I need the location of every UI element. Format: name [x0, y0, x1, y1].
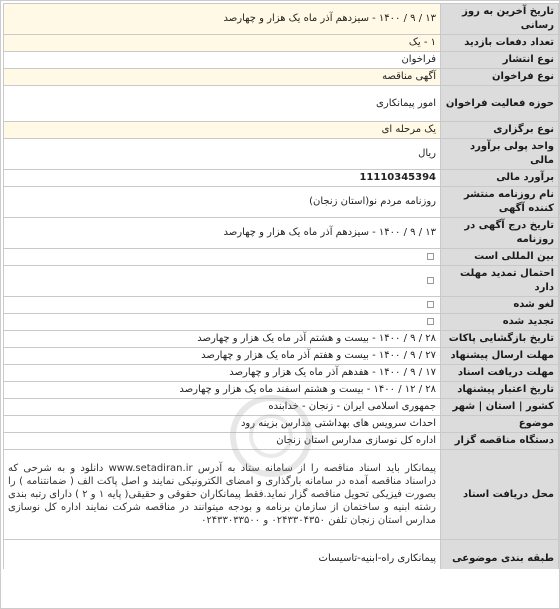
row-value — [4, 297, 441, 314]
row-value — [4, 52, 441, 69]
checkbox-icon — [427, 277, 434, 284]
table-row — [4, 314, 559, 331]
row-value-text: ۱۷ / ۹ / ۱۴۰۰ - هفدهم آذر ماه یک هزار و چهارصد — [229, 367, 436, 378]
table-row — [4, 266, 559, 297]
row-label: تجدید شده — [441, 314, 559, 331]
row-label: تاریخ اعتبار پیشنهاد — [441, 382, 559, 399]
table-row — [4, 433, 559, 450]
table-row — [4, 187, 559, 218]
row-value-text: احداث سرویس های بهداشتی مدارس بزینه رود — [240, 418, 436, 429]
row-value — [4, 86, 441, 122]
row-label: تاریخ درج آگهی در روزنامه — [441, 218, 559, 249]
row-label: تاریخ بازگشایی پاکات — [441, 331, 559, 348]
table-row — [4, 170, 559, 187]
row-value — [4, 348, 441, 365]
checkbox-icon — [427, 253, 434, 260]
table-row — [4, 218, 559, 249]
row-label: بین المللی است — [441, 249, 559, 266]
table-row — [4, 52, 559, 69]
row-value-text: جمهوری اسلامی ایران - زنجان - خدابنده — [268, 401, 436, 412]
docs-description: پیمانکار باید اسناد مناقصه را از سامانه ستاد به آدرس www.setadiran.ir دانلود و به شرحی که دراسناد مناقصه آمده در سامانه بارگذاری و امضای الکترونیکی نمایند و اصل پاکت الف ( ضمانتنامه ) را بصورت فیزیکی تحویل مناقصه گزار نماید.فقط پیمانکاران حقوقی و حقیقی( پایه ۱ و ۲ ) دارای رتبه بندی رشته ابنیه و ساختمان از سازمان برنامه و بودجه میتوانند در مناقصه شرکت نمایند اداره کل نوسازی مدارس استان زنجان تلفن ۰۲۴۳۳۰۴۳۵۰ و ۰۲۴۳۳۰۳۳۵۰۰ — [8, 463, 436, 526]
row-value — [4, 187, 441, 218]
row-value — [4, 382, 441, 399]
row-value — [4, 314, 441, 331]
row-value-text: یک مرحله ای — [381, 124, 436, 135]
row-value-text: فراخوان — [401, 54, 436, 65]
row-label: محل دریافت اسناد — [441, 450, 559, 540]
table-row — [4, 4, 559, 35]
row-value-text: ۱ - یک — [408, 37, 436, 48]
row-value — [4, 433, 441, 450]
row-value-text: ۲۸ / ۱۲ / ۱۴۰۰ - بیست و هشتم اسفند ماه یک هزار و چهارصد — [179, 384, 436, 395]
table-row — [4, 348, 559, 365]
row-value — [4, 139, 441, 170]
row-label: مهلت ارسال پیشنهاد — [441, 348, 559, 365]
row-label: واحد پولی برآورد مالی — [441, 139, 559, 170]
row-value — [4, 365, 441, 382]
row-label: حوزه فعالیت فراخوان — [441, 86, 559, 122]
row-value — [4, 450, 441, 540]
table-row — [4, 399, 559, 416]
row-label: لغو شده — [441, 297, 559, 314]
row-value-text: ۱۳ / ۹ / ۱۴۰۰ - سیزدهم آذر ماه یک هزار و چهارصد — [223, 227, 436, 238]
row-value — [4, 4, 441, 35]
row-label: موضوع — [441, 416, 559, 433]
page-bottom-area — [3, 569, 559, 607]
row-value — [4, 416, 441, 433]
row-value-text: ریال — [418, 148, 436, 159]
row-value — [4, 170, 441, 187]
table-row-docs — [4, 450, 559, 540]
row-value-text: آگهی مناقصه — [382, 71, 436, 82]
table-row — [4, 382, 559, 399]
row-label: مهلت دریافت اسناد — [441, 365, 559, 382]
row-label: نوع برگزاری — [441, 122, 559, 139]
row-value — [4, 249, 441, 266]
table-row — [4, 416, 559, 433]
row-value — [4, 218, 441, 249]
row-label: کشور | استان | شهر — [441, 399, 559, 416]
row-label: تاریخ آخرین به روز رسانی — [441, 4, 559, 35]
row-value-text: روزنامه مردم نو(استان زنجان) — [309, 196, 436, 207]
checkbox-icon — [427, 318, 434, 325]
checkbox-icon — [427, 301, 434, 308]
row-label: نام روزنامه منتشر کننده آگهی — [441, 187, 559, 218]
table-row — [4, 86, 559, 122]
row-value — [4, 399, 441, 416]
table-row — [4, 139, 559, 170]
row-value-text: ۲۸ / ۹ / ۱۴۰۰ - بیست و هشتم آذر ماه یک هزار و چهارصد — [197, 333, 436, 344]
row-value-text: اداره کل نوسازی مدارس استان زنجان — [276, 435, 436, 446]
tender-info-table — [3, 3, 559, 596]
row-value: پیمانکاری راه-ابنیه-تاسیسات — [4, 540, 441, 578]
row-label: تعداد دفعات بازدید — [441, 35, 559, 52]
table-row — [4, 297, 559, 314]
row-value-text: 11110345394 — [359, 172, 436, 183]
row-label: دستگاه مناقصه گزار — [441, 433, 559, 450]
table-row — [4, 69, 559, 86]
table-row — [4, 331, 559, 348]
table-row — [4, 365, 559, 382]
row-value — [4, 122, 441, 139]
row-value — [4, 331, 441, 348]
row-value-text: ۲۷ / ۹ / ۱۴۰۰ - بیست و هفتم آذر ماه یک هزار و چهارصد — [201, 350, 436, 361]
row-label: طبقه بندی موضوعی — [441, 540, 559, 578]
row-value — [4, 35, 441, 52]
row-value — [4, 266, 441, 297]
row-label: نوع انتشار — [441, 52, 559, 69]
row-label: نوع فراخوان — [441, 69, 559, 86]
row-value-text: امور پیمانکاری — [376, 97, 436, 109]
table-row — [4, 249, 559, 266]
row-value — [4, 69, 441, 86]
table-row — [4, 35, 559, 52]
table-row — [4, 122, 559, 139]
row-value-text: ۱۳ / ۹ / ۱۴۰۰ - سیزدهم آذر ماه یک هزار و چهارصد — [223, 13, 436, 24]
row-label: احتمال تمدید مهلت دارد — [441, 266, 559, 297]
row-label: برآورد مالی — [441, 170, 559, 187]
